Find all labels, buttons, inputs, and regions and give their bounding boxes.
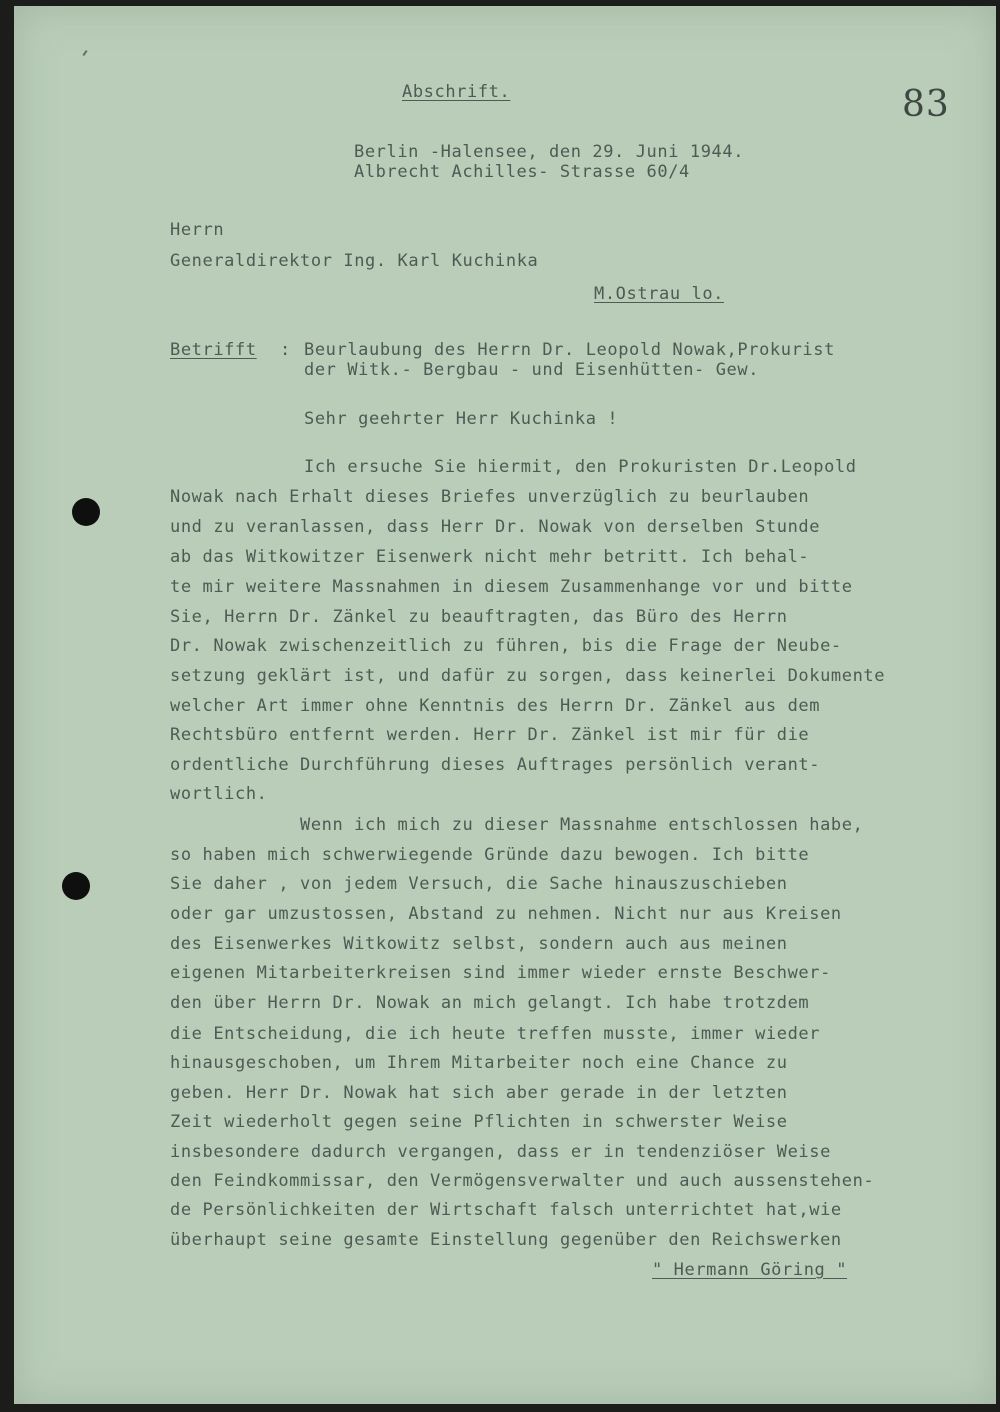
ink-speck	[82, 50, 87, 56]
body-line: hinausgeschoben, um Ihrem Mitarbeiter noch eine Chance zu	[170, 1053, 788, 1073]
body-line: setzung geklärt ist, und dafür zu sorgen, dass keinerlei Dokumente	[170, 666, 886, 686]
body-line: des Eisenwerkes Witkowitz selbst, sondern auch aus meinen	[170, 934, 788, 954]
salutation: Sehr geehrter Herr Kuchinka !	[304, 409, 619, 429]
document-page	[14, 6, 996, 1404]
body-line: den über Herrn Dr. Nowak an mich gelangt. Ich habe trotzdem	[170, 993, 810, 1013]
body-line: eigenen Mitarbeiterkreisen sind immer wieder ernste Beschwer-	[170, 963, 831, 983]
body-line: Nowak nach Erhalt dieses Briefes unverzüglich zu beurlauben	[170, 487, 810, 507]
body-line: Dr. Nowak zwischenzeitlich zu führen, bis die Frage der Neube-	[170, 636, 842, 656]
subject-line-1: Beurlaubung des Herrn Dr. Leopold Nowak,Prokurist	[304, 340, 835, 360]
body-line: überhaupt seine gesamte Einstellung gegenüber den Reichswerken	[170, 1230, 842, 1250]
punch-hole-upper	[72, 498, 100, 526]
address-salutation: Herrn	[170, 220, 225, 240]
body-line: und zu veranlassen, dass Herr Dr. Nowak von derselben Stunde	[170, 517, 821, 537]
body-line: Sie daher , von jedem Versuch, die Sache hinauszuschieben	[170, 874, 788, 894]
body-line: insbesondere dadurch vergangen, dass er in tendenziöser Weise	[170, 1142, 831, 1162]
body-line: Zeit wiederholt gegen seine Pflichten in schwerster Weise	[170, 1112, 788, 1132]
subject-colon: :	[280, 340, 291, 360]
address-city: M.Ostrau lo.	[594, 284, 725, 304]
dateline-place-date: Berlin -Halensee, den 29. Juni 1944.	[354, 142, 745, 162]
body-line: wortlich.	[170, 784, 268, 804]
body-line: Ich ersuche Sie hiermit, den Prokuristen Dr.Leopold	[304, 457, 857, 477]
body-line: welcher Art immer ohne Kenntnis des Herrn Dr. Zänkel aus dem	[170, 696, 821, 716]
body-line: oder gar umzustossen, Abstand zu nehmen. Nicht nur aus Kreisen	[170, 904, 842, 924]
document-title: Abschrift.	[402, 82, 511, 102]
punch-hole-lower	[62, 872, 90, 900]
subject-line-2: der Witk.- Bergbau - und Eisenhütten- Gew.	[304, 360, 760, 380]
body-line: Wenn ich mich zu dieser Massnahme entschlossen habe,	[300, 815, 864, 835]
closing-quote: " Hermann Göring "	[652, 1260, 848, 1280]
body-line: geben. Herr Dr. Nowak hat sich aber gerade in der letzten	[170, 1083, 788, 1103]
body-line: te mir weitere Massnahmen in diesem Zusammenhange vor und bitte	[170, 577, 853, 597]
body-line: de Persönlichkeiten der Wirtschaft falsch unterrichtet hat,wie	[170, 1200, 842, 1220]
dateline-street: Albrecht Achilles- Strasse 60/4	[354, 162, 690, 182]
body-line: den Feindkommissar, den Vermögensverwalter und auch aussenstehen-	[170, 1171, 875, 1191]
folio-number: 83	[902, 84, 950, 125]
body-line: Sie, Herrn Dr. Zänkel zu beauftragten, das Büro des Herrn	[170, 607, 788, 627]
body-line: Rechtsbüro entfernt werden. Herr Dr. Zänkel ist mir für die	[170, 725, 810, 745]
body-line: ordentliche Durchführung dieses Auftrages persönlich verant-	[170, 755, 821, 775]
address-recipient: Generaldirektor Ing. Karl Kuchinka	[170, 251, 539, 271]
body-line: die Entscheidung, die ich heute treffen musste, immer wieder	[170, 1024, 821, 1044]
body-line: so haben mich schwerwiegende Gründe dazu bewogen. Ich bitte	[170, 845, 810, 865]
subject-label: Betrifft	[170, 340, 257, 360]
body-line: ab das Witkowitzer Eisenwerk nicht mehr betritt. Ich behal-	[170, 547, 810, 567]
